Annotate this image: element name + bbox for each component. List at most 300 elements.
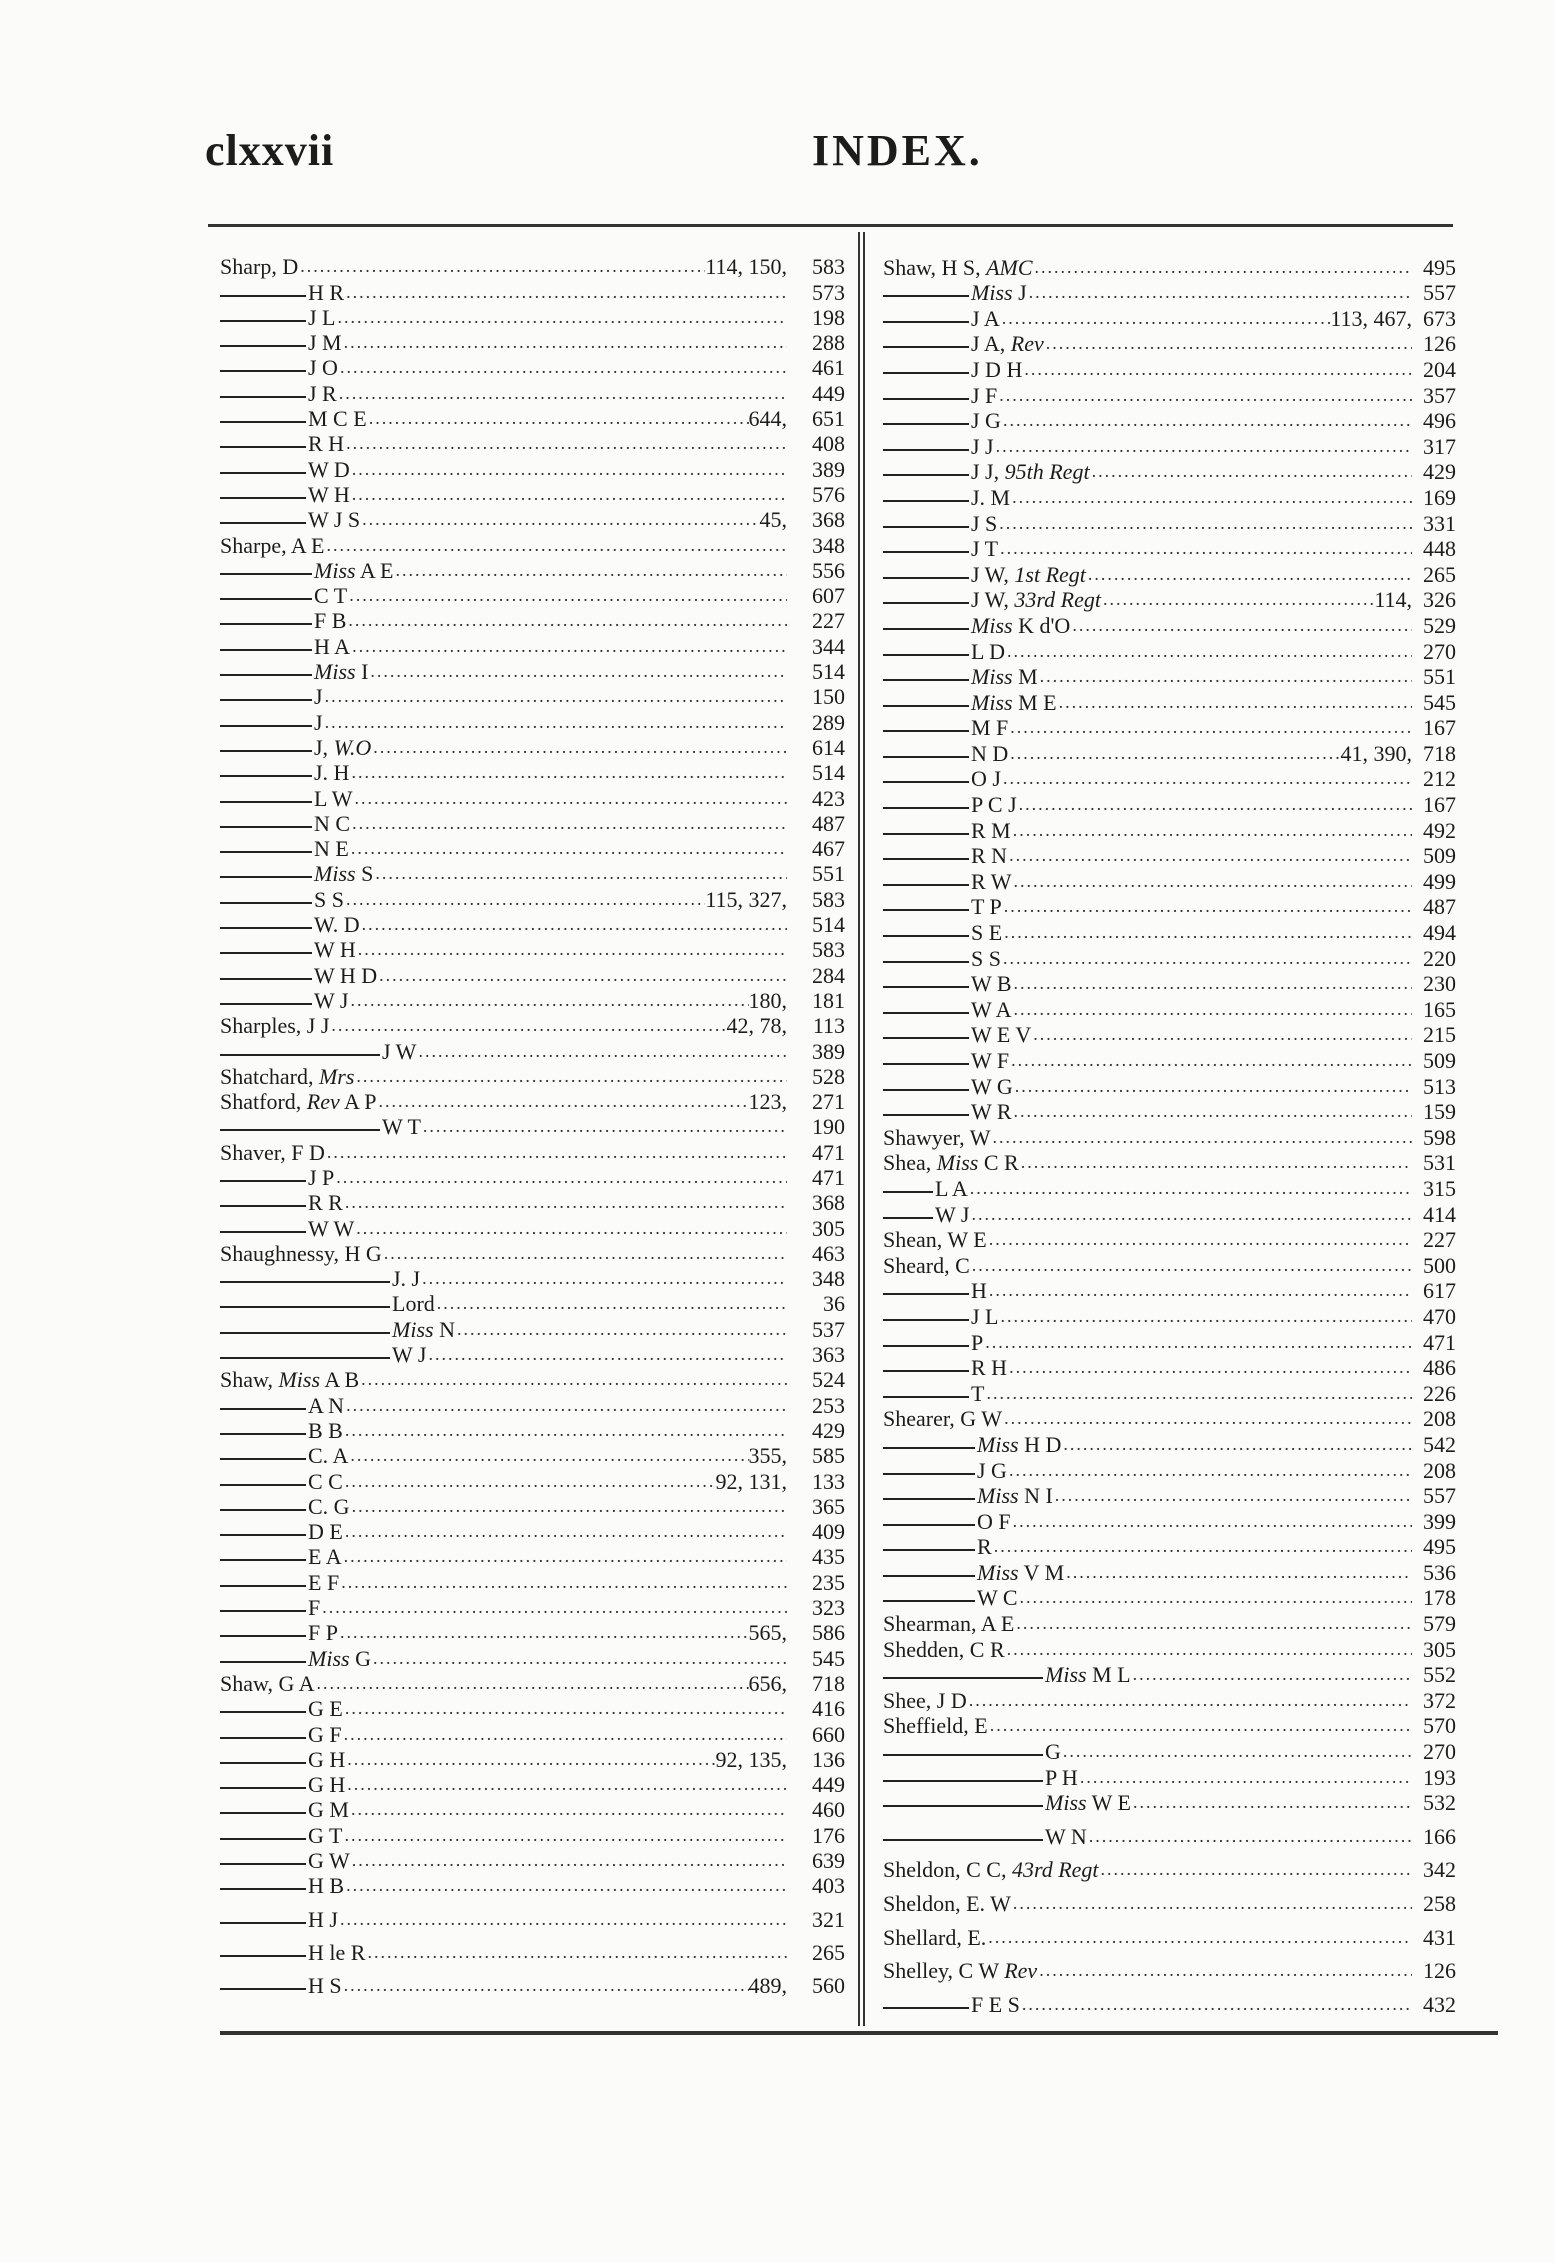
index-entry <box>220 279 845 304</box>
dot-leader <box>342 1544 787 1569</box>
entry-refs: 115, 327, <box>705 886 787 912</box>
index-entry <box>883 356 1456 382</box>
ditto-dash <box>883 474 969 476</box>
ditto-dash <box>220 699 312 701</box>
entry-page: 514 <box>812 760 845 786</box>
ditto-dash <box>883 1524 975 1526</box>
index-entry <box>220 912 845 937</box>
dot-leader <box>349 1797 787 1822</box>
entry-name-italic: 33rd Regt <box>1014 587 1101 613</box>
dot-leader <box>420 1266 787 1291</box>
entry-name-italic: Miss <box>971 612 1013 638</box>
dot-leader <box>354 1064 787 1089</box>
ditto-dash <box>220 446 306 448</box>
entry-page: 583 <box>812 886 845 912</box>
entry-name: L D <box>971 638 1006 664</box>
index-entry <box>883 1406 1456 1432</box>
entry-page: 363 <box>812 1342 845 1368</box>
entry-name-italic: Miss <box>278 1367 321 1393</box>
index-entry <box>883 1022 1456 1048</box>
dot-leader <box>315 1671 749 1696</box>
entry-refs: 180, <box>748 987 787 1013</box>
entry-page: 586 <box>812 1620 845 1646</box>
entry-page: 368 <box>812 507 845 533</box>
entry-name: J G <box>971 408 1001 434</box>
entry-page: 617 <box>1423 1278 1456 1304</box>
ditto-dash <box>883 1396 969 1398</box>
dot-leader <box>1007 1355 1412 1380</box>
dot-leader <box>339 1570 787 1595</box>
entry-name-suffix: S <box>355 861 374 887</box>
dot-leader <box>338 1907 787 1932</box>
entry-page: 190 <box>812 1114 845 1140</box>
entry-page: 136 <box>812 1746 845 1772</box>
entry-name: W H <box>308 481 350 507</box>
ditto-dash <box>883 295 969 297</box>
index-entry <box>220 1443 845 1468</box>
ditto-dash <box>220 370 306 372</box>
dot-leader <box>1027 280 1412 305</box>
index-entry <box>220 1367 845 1392</box>
entry-page: 487 <box>812 810 845 836</box>
ditto-dash <box>883 1447 975 1449</box>
entry-page: 270 <box>1423 638 1456 664</box>
ditto-dash <box>883 449 969 451</box>
entry-name: R N <box>971 843 1008 869</box>
index-entry <box>220 886 845 911</box>
entry-page: 513 <box>1423 1073 1456 1099</box>
index-entry <box>883 1559 1456 1585</box>
dot-leader <box>336 305 788 330</box>
index-entry <box>883 382 1456 408</box>
index-entry <box>220 380 845 405</box>
entry-name: J F <box>971 382 998 408</box>
dot-leader <box>350 634 787 659</box>
index-entry <box>220 1973 845 1998</box>
ditto-dash <box>220 902 312 904</box>
dot-leader <box>329 1013 726 1038</box>
entry-name: Sharp, D <box>220 254 299 280</box>
entry-name: W J <box>314 987 349 1013</box>
dot-leader <box>990 1125 1412 1150</box>
dot-leader <box>344 1393 787 1418</box>
ditto-dash <box>220 396 306 398</box>
entry-name <box>971 331 1044 356</box>
index-entry <box>883 1991 1456 2017</box>
dot-leader <box>348 988 748 1013</box>
entry-name: H le R <box>308 1939 366 1965</box>
entry-name: Sheffield, E <box>883 1713 988 1739</box>
index-entry <box>220 735 845 760</box>
entry-name: R W <box>971 868 1012 894</box>
entry-page: 167 <box>1423 715 1456 741</box>
ditto-dash <box>220 1281 390 1283</box>
index-entry <box>883 945 1456 971</box>
entry-page: 570 <box>1423 1713 1456 1739</box>
index-entry <box>220 1645 845 1670</box>
entry-refs: 42, 78, <box>726 1013 787 1039</box>
entry-name: R R <box>308 1190 343 1216</box>
dot-leader <box>983 1330 1412 1355</box>
dot-leader <box>1131 1662 1412 1687</box>
index-entry <box>883 740 1456 766</box>
entry-name: W H D <box>314 962 378 988</box>
ditto-dash <box>883 1677 1043 1679</box>
entry-name: P H <box>1045 1764 1078 1790</box>
ditto-dash <box>883 858 969 860</box>
index-entry <box>883 1047 1456 1073</box>
entry-name: J L <box>971 1303 999 1329</box>
entry-name: M C E <box>308 406 367 432</box>
index-entry <box>883 791 1456 817</box>
entry-page: 408 <box>812 431 845 457</box>
entry-page: 357 <box>1423 382 1456 408</box>
entry-name: W B <box>971 971 1012 997</box>
index-entry <box>220 456 845 481</box>
dot-leader <box>360 507 759 532</box>
dot-leader <box>1099 1857 1412 1882</box>
dot-leader <box>1011 818 1412 843</box>
entry-name: Sheldon, E. W <box>883 1891 1011 1916</box>
dot-leader <box>1061 1739 1412 1764</box>
index-entry <box>220 608 845 633</box>
index-entry <box>883 254 1456 280</box>
dot-leader <box>1002 920 1412 945</box>
entry-name: R M <box>971 817 1011 843</box>
entry-page: 651 <box>812 406 845 432</box>
index-entry <box>883 1483 1456 1509</box>
dot-leader <box>320 1595 787 1620</box>
dot-leader <box>359 1367 787 1392</box>
entry-page: 528 <box>812 1063 845 1089</box>
ditto-dash <box>220 1635 306 1637</box>
entry-page: 614 <box>812 734 845 760</box>
index-entry <box>883 894 1456 920</box>
index-entry <box>220 1215 845 1240</box>
index-entry <box>883 1329 1456 1355</box>
entry-name-italic: Miss <box>392 1316 434 1342</box>
entry-page: 198 <box>812 304 845 330</box>
entry-page: 545 <box>812 1645 845 1671</box>
entry-name: Shellard, E. <box>883 1924 987 1950</box>
ditto-dash <box>883 1805 1043 1807</box>
ditto-dash <box>220 295 306 297</box>
dot-leader <box>344 280 787 305</box>
index-entry <box>883 1124 1456 1150</box>
ditto-dash <box>220 1762 306 1764</box>
ditto-dash <box>883 526 969 528</box>
ditto-dash <box>220 826 312 828</box>
dot-leader <box>455 1317 787 1342</box>
ditto-dash <box>883 1063 969 1065</box>
dot-leader <box>1001 946 1412 971</box>
index-entry <box>220 1595 845 1620</box>
index-entry <box>220 1291 845 1316</box>
entry-page: 471 <box>812 1139 845 1165</box>
dot-leader <box>365 1940 787 1965</box>
ditto-dash <box>220 1180 306 1182</box>
entry-name: N E <box>314 836 349 862</box>
ditto-dash <box>220 320 306 322</box>
entry-page: 348 <box>812 532 845 558</box>
entry-name: H A <box>314 633 351 659</box>
entry-page: 215 <box>1423 1022 1456 1048</box>
index-entry <box>220 1721 845 1746</box>
entry-page: 460 <box>812 1797 845 1823</box>
entry-name-italic: Miss <box>971 664 1013 690</box>
entry-page: 235 <box>812 1569 845 1595</box>
index-entry <box>220 836 845 861</box>
entry-refs: 565, <box>748 1620 787 1646</box>
entry-page: 583 <box>812 937 845 963</box>
entry-name: G T <box>308 1822 343 1848</box>
entry-page: 113 <box>812 1013 845 1039</box>
entry-page: 227 <box>812 608 845 634</box>
index-entry <box>883 1457 1456 1483</box>
entry-name: R <box>977 1534 992 1560</box>
index-entry <box>220 1797 845 1822</box>
entry-page: 576 <box>812 481 845 507</box>
dot-leader <box>1005 639 1412 664</box>
dot-leader <box>998 536 1412 561</box>
entry-name: Shearer, G W <box>883 1406 1003 1432</box>
index-entry <box>220 1190 845 1215</box>
index-entry <box>220 431 845 456</box>
entry-page: 529 <box>1423 612 1456 638</box>
entry-name-italic: 43rd Regt <box>1011 1857 1099 1883</box>
entry-name <box>977 1560 1064 1585</box>
index-entry <box>220 988 845 1013</box>
entry-page: 389 <box>812 456 845 482</box>
entry-page: 253 <box>812 1392 845 1418</box>
page-title: INDEX. <box>812 126 983 175</box>
entry-refs: 644, <box>748 406 787 432</box>
ditto-dash <box>883 1575 975 1577</box>
dot-leader <box>1053 1483 1412 1508</box>
entry-page: 342 <box>1423 1857 1456 1883</box>
entry-name <box>977 1432 1061 1457</box>
entry-name <box>392 1317 455 1342</box>
ditto-dash <box>883 372 969 374</box>
entry-page: 607 <box>812 583 845 609</box>
entry-page: 165 <box>1423 996 1456 1022</box>
ditto-dash <box>220 1205 306 1207</box>
dot-leader <box>393 558 787 583</box>
entry-name: W H <box>314 937 356 963</box>
entry-page: 718 <box>1423 740 1456 766</box>
entry-page: 471 <box>1423 1329 1456 1355</box>
dot-leader <box>323 710 787 735</box>
entry-page: 365 <box>812 1493 845 1519</box>
dot-leader <box>342 1823 787 1848</box>
ditto-dash <box>883 321 969 323</box>
entry-name: F E S <box>971 1991 1020 2017</box>
ditto-dash <box>220 1559 306 1561</box>
index-entry <box>220 406 845 431</box>
entry-name <box>220 1367 359 1392</box>
entry-page: 423 <box>812 785 845 811</box>
index-entry <box>220 1696 845 1721</box>
entry-name: J A <box>971 305 1000 331</box>
entry-page: 583 <box>812 254 845 280</box>
entry-name-italic: Miss <box>971 689 1013 715</box>
entry-page: 500 <box>1423 1252 1456 1278</box>
dot-leader <box>992 1534 1412 1559</box>
entry-page: 288 <box>812 330 845 356</box>
index-entry <box>220 633 845 658</box>
entry-page: 258 <box>1423 1891 1456 1916</box>
dot-leader <box>344 1873 787 1898</box>
index-entry <box>220 1772 845 1797</box>
dot-leader <box>353 786 788 811</box>
dot-leader <box>968 1176 1412 1201</box>
entry-page: 159 <box>1423 1099 1456 1125</box>
entry-name-prefix: Shaw, H S, <box>883 254 987 280</box>
entry-name: H R <box>308 279 345 305</box>
ditto-dash <box>883 1319 969 1321</box>
entry-page: 265 <box>812 1939 845 1965</box>
ditto-dash <box>883 2007 969 2009</box>
ditto-dash <box>220 497 306 499</box>
entry-name <box>971 613 1070 638</box>
entry-name-italic: Miss <box>314 557 356 583</box>
ditto-dash <box>883 935 969 937</box>
entry-name: Shaughnessy, H G <box>220 1240 382 1266</box>
entry-page: 557 <box>1423 280 1456 306</box>
entry-name-italic: 95th Regt <box>1004 459 1090 485</box>
index-entry <box>220 1316 845 1341</box>
entry-name: W R <box>971 1099 1012 1125</box>
dot-leader <box>1014 1611 1412 1636</box>
entry-page: 305 <box>1423 1636 1456 1662</box>
ditto-dash <box>883 1217 933 1219</box>
entry-name-italic: Miss <box>1045 1790 1087 1816</box>
index-entry <box>883 1201 1456 1227</box>
index-entry <box>883 638 1456 664</box>
entry-name: G W <box>308 1848 350 1873</box>
entry-name: W. D <box>314 912 360 938</box>
dot-leader <box>1002 1406 1412 1431</box>
entry-refs: 41, 390, <box>1340 740 1412 766</box>
index-entry <box>220 1873 845 1898</box>
ditto-dash <box>883 602 969 604</box>
dot-leader <box>1012 1099 1412 1124</box>
entry-name: C. A <box>308 1443 349 1469</box>
index-entry <box>220 861 845 886</box>
dot-leader <box>1064 1560 1412 1585</box>
dot-leader <box>1057 690 1412 715</box>
ditto-dash <box>220 1838 306 1840</box>
index-entry <box>883 919 1456 945</box>
entry-page: 176 <box>812 1822 845 1848</box>
entry-name: W E V <box>971 1022 1032 1048</box>
index-entry <box>220 355 845 380</box>
entry-name: C. G <box>308 1493 350 1519</box>
entry-name: F <box>308 1595 321 1621</box>
dot-leader <box>343 1519 787 1544</box>
dot-leader <box>1017 792 1412 817</box>
index-entry <box>883 1924 1456 1950</box>
entry-name: N D <box>971 740 1009 766</box>
entry-name: Sheard, C <box>883 1252 970 1278</box>
entry-name-prefix: J A, <box>971 331 1011 357</box>
entry-page: 226 <box>1423 1380 1456 1406</box>
entry-name: J D H <box>971 356 1023 382</box>
ditto-dash <box>883 1370 969 1372</box>
ditto-dash <box>220 1955 306 1957</box>
index-entry <box>220 1114 845 1139</box>
dot-leader <box>1087 1824 1412 1849</box>
entry-name: H J <box>308 1906 338 1932</box>
index-entry <box>883 587 1456 613</box>
dot-leader <box>1061 1432 1412 1457</box>
entry-page: 531 <box>1423 1150 1456 1176</box>
dot-leader <box>1011 1509 1412 1534</box>
index-entry <box>883 817 1456 843</box>
entry-page: 348 <box>812 1266 845 1292</box>
entry-page: 208 <box>1423 1406 1456 1432</box>
entry-page: 573 <box>812 279 845 305</box>
ditto-dash <box>220 598 312 600</box>
entry-page: 467 <box>812 836 845 862</box>
entry-page: 389 <box>812 1038 845 1064</box>
entry-page: 204 <box>1423 356 1456 382</box>
entry-name: S S <box>971 945 1001 971</box>
entry-page: 486 <box>1423 1355 1456 1381</box>
ditto-dash <box>220 1129 380 1131</box>
entry-page: 169 <box>1423 484 1456 510</box>
index-entry <box>883 1790 1456 1816</box>
entry-name-suffix: N I <box>1018 1483 1053 1509</box>
dot-leader <box>1013 1074 1412 1099</box>
entry-name-prefix: Shea, <box>883 1150 937 1176</box>
dot-leader <box>986 1925 1412 1950</box>
entry-refs: 489, <box>748 1973 787 1999</box>
entry-page: 403 <box>812 1873 845 1899</box>
ditto-dash <box>220 1458 306 1460</box>
index-entry <box>883 1958 1456 1984</box>
ditto-dash <box>220 1812 306 1814</box>
entry-name-prefix: J, <box>314 734 334 760</box>
entry-name: S E <box>971 920 1003 946</box>
ditto-dash <box>883 1754 1043 1756</box>
entry-name: W J S <box>308 507 361 533</box>
dot-leader <box>350 1494 787 1519</box>
index-entry <box>883 1380 1456 1406</box>
index-entry <box>220 330 845 355</box>
entry-name-suffix: M E <box>1012 689 1057 715</box>
index-entry <box>883 1303 1456 1329</box>
entry-name: W A <box>971 996 1012 1022</box>
entry-name-italic: Miss <box>314 861 356 887</box>
ditto-dash <box>220 674 312 676</box>
entry-name: W G <box>971 1073 1013 1099</box>
ditto-dash <box>220 1306 390 1308</box>
entry-page: 431 <box>1423 1924 1456 1950</box>
index-entry <box>883 1227 1456 1253</box>
entry-name <box>314 558 393 583</box>
dot-leader <box>342 330 787 355</box>
entry-page: 551 <box>1423 664 1456 690</box>
dot-leader <box>1101 587 1374 612</box>
entry-name: J R <box>308 380 337 406</box>
entry-name: F B <box>314 608 347 634</box>
index-entry <box>883 843 1456 869</box>
dot-leader <box>1131 1790 1412 1815</box>
entry-page: 718 <box>812 1670 845 1696</box>
entry-name: G H <box>308 1746 346 1772</box>
entry-name-italic: Miss <box>977 1431 1019 1457</box>
